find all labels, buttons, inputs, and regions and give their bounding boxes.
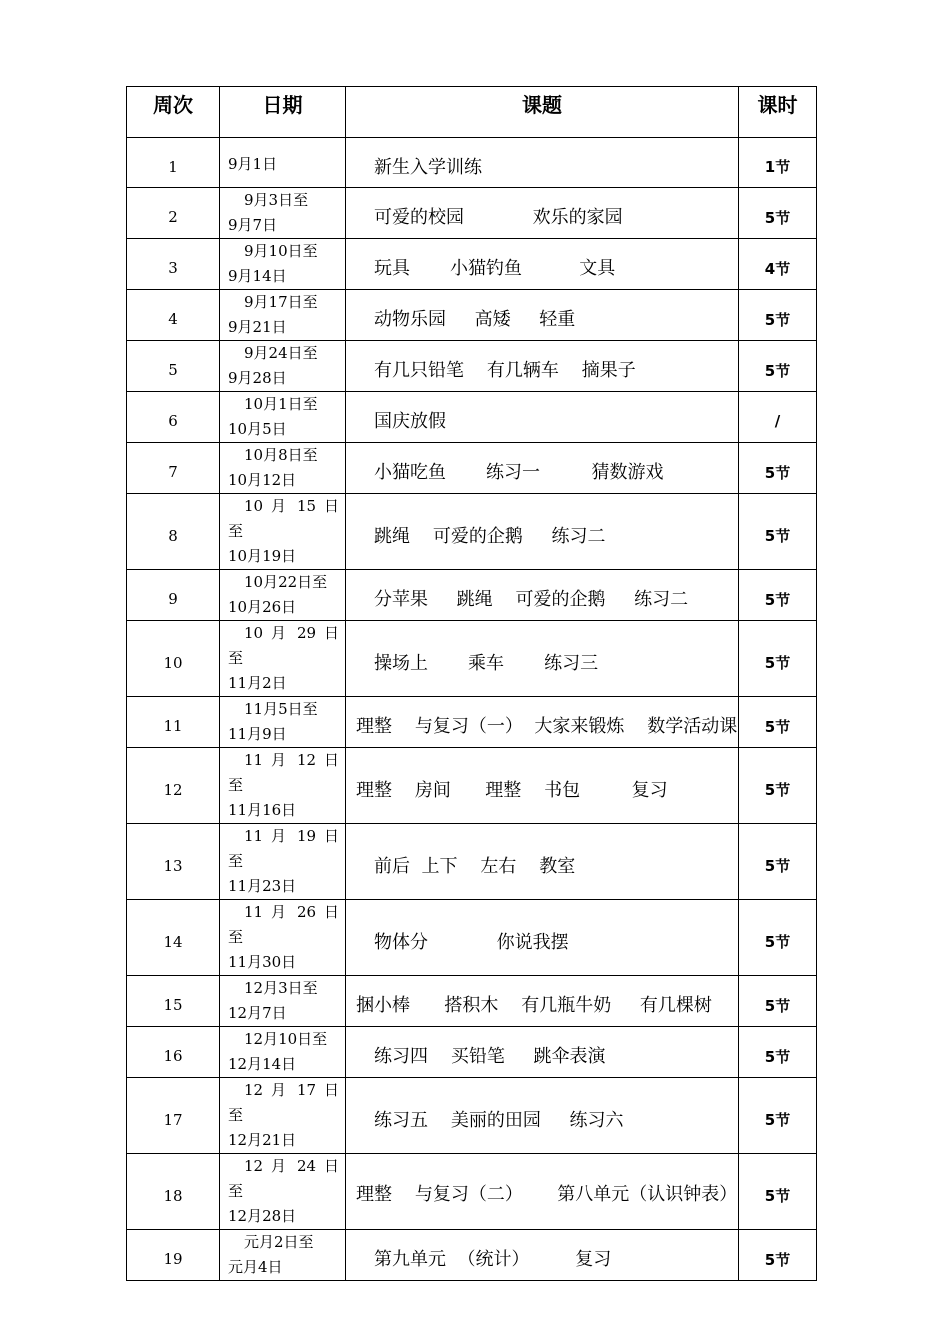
topic-cell: 小猫吃鱼 练习一 猜数游戏: [346, 443, 739, 494]
date-line: 10 月 15 日: [244, 497, 339, 515]
table-row: [127, 392, 817, 443]
date-line: 至: [228, 852, 244, 870]
date-line: 12 月 24 日: [244, 1157, 339, 1175]
hours-cell: 4节: [739, 239, 817, 290]
week-cell: 1: [127, 138, 220, 188]
date-line: 11 月 26 日: [244, 903, 339, 921]
topic-cell: 理整 房间 理整 书包 复习: [346, 748, 739, 824]
week-cell: 15: [127, 976, 220, 1027]
hours-cell: 5节: [739, 1027, 817, 1078]
table-row: [127, 824, 817, 900]
hours-cell: 5节: [739, 443, 817, 494]
table-row: [127, 748, 817, 824]
schedule-table: [126, 86, 817, 1281]
topic-cell: 前后 上下 左右 教室: [346, 824, 739, 900]
hours-cell: 5节: [739, 824, 817, 900]
date-cell: [220, 392, 346, 443]
week-cell: 6: [127, 392, 220, 443]
date-line: 元月4日: [228, 1258, 283, 1276]
table-row: [127, 1154, 817, 1230]
hours-cell: 5节: [739, 341, 817, 392]
topic-cell: 操场上 乘车 练习三: [346, 621, 739, 697]
table-row: [127, 290, 817, 341]
date-line: 9月14日: [228, 267, 287, 285]
date-line: 12月7日: [228, 1004, 287, 1022]
date-cell: [220, 900, 346, 976]
week-cell: 7: [127, 443, 220, 494]
date-line: 9月24日至: [244, 344, 318, 362]
week-cell: 5: [127, 341, 220, 392]
date-line: 10月26日: [228, 598, 297, 616]
date-cell: [220, 824, 346, 900]
hours-cell: 5节: [739, 900, 817, 976]
hours-cell: 5节: [739, 570, 817, 621]
topic-cell: 物体分 你说我摆: [346, 900, 739, 976]
header-week: 周次: [127, 87, 220, 138]
hours-cell: 5节: [739, 290, 817, 341]
date-cell: [220, 188, 346, 239]
topic-cell: 理整 与复习（一） 大家来锻炼 数学活动课: [346, 697, 739, 748]
table-row: [127, 1078, 817, 1154]
date-cell: [220, 341, 346, 392]
week-cell: 19: [127, 1230, 220, 1281]
date-line: 9月17日至: [244, 293, 318, 311]
date-line: 11 月 12 日: [244, 751, 339, 769]
week-cell: 2: [127, 188, 220, 239]
week-cell: 18: [127, 1154, 220, 1230]
hours-cell: 5节: [739, 748, 817, 824]
hours-cell: 5节: [739, 188, 817, 239]
topic-cell: 新生入学训练: [346, 138, 739, 188]
date-line: 元月2日至: [244, 1233, 314, 1251]
date-line: 11月2日: [228, 674, 287, 692]
hours-cell: /: [739, 392, 817, 443]
date-cell: [220, 1027, 346, 1078]
date-cell: [220, 443, 346, 494]
topic-cell: 分苹果 跳绳 可爱的企鹅 练习二: [346, 570, 739, 621]
week-cell: 11: [127, 697, 220, 748]
topic-cell: 动物乐园 高矮 轻重: [346, 290, 739, 341]
date-line: 12月3日至: [244, 979, 318, 997]
date-cell: [220, 1154, 346, 1230]
date-line: 10月5日: [228, 420, 287, 438]
header-hours: 课时: [739, 87, 817, 138]
date-line: 11月16日: [228, 801, 297, 819]
hours-cell: 5节: [739, 1230, 817, 1281]
header-date: 日期: [220, 87, 346, 138]
date-line: 10月19日: [228, 547, 297, 565]
topic-cell: 有几只铅笔 有几辆车 摘果子: [346, 341, 739, 392]
table-row: [127, 494, 817, 570]
date-line: 10月22日至: [244, 573, 328, 591]
header-topic: 课题: [346, 87, 739, 138]
table-row: [127, 570, 817, 621]
header-row: [127, 87, 817, 138]
table-row: [127, 138, 817, 188]
table-row: [127, 1230, 817, 1281]
date-cell: [220, 621, 346, 697]
topic-cell: 练习四 买铅笔 跳伞表演: [346, 1027, 739, 1078]
topic-cell: 捆小棒 搭积木 有几瓶牛奶 有几棵树: [346, 976, 739, 1027]
date-line: 至: [228, 649, 244, 667]
date-line: 至: [228, 928, 244, 946]
date-cell: [220, 1078, 346, 1154]
date-cell: [220, 748, 346, 824]
hours-cell: 5节: [739, 1154, 817, 1230]
hours-cell: 5节: [739, 1078, 817, 1154]
date-line: 11月23日: [228, 877, 297, 895]
table-row: [127, 341, 817, 392]
date-line: 10月1日至: [244, 395, 318, 413]
date-line: 10月12日: [228, 471, 297, 489]
week-cell: 10: [127, 621, 220, 697]
topic-cell: 玩具 小猫钓鱼 文具: [346, 239, 739, 290]
date-line: 12月28日: [228, 1207, 297, 1225]
week-cell: 3: [127, 239, 220, 290]
date-cell: [220, 494, 346, 570]
week-cell: 13: [127, 824, 220, 900]
week-cell: 4: [127, 290, 220, 341]
date-line: 10 月 29 日: [244, 624, 339, 642]
date-cell: [220, 697, 346, 748]
date-line: 至: [228, 522, 244, 540]
date-line: 12月21日: [228, 1131, 297, 1149]
topic-cell: 练习五 美丽的田园 练习六: [346, 1078, 739, 1154]
hours-cell: 5节: [739, 621, 817, 697]
date-cell: [220, 570, 346, 621]
week-cell: 17: [127, 1078, 220, 1154]
date-cell: [220, 138, 346, 188]
topic-cell: 理整 与复习（二） 第八单元（认识钟表）: [346, 1154, 739, 1230]
table-row: [127, 239, 817, 290]
date-line: 12 月 17 日: [244, 1081, 339, 1099]
date-line: 11 月 19 日: [244, 827, 339, 845]
date-line: 12月10日至: [244, 1030, 328, 1048]
hours-cell: 5节: [739, 976, 817, 1027]
date-line: 9月1日: [228, 155, 278, 173]
topic-cell: 跳绳 可爱的企鹅 练习二: [346, 494, 739, 570]
topic-cell: 第九单元 （统计） 复习: [346, 1230, 739, 1281]
date-line: 至: [228, 1182, 244, 1200]
date-line: 9月28日: [228, 369, 287, 387]
hours-cell: 5节: [739, 494, 817, 570]
week-cell: 9: [127, 570, 220, 621]
date-line: 9月7日: [228, 216, 278, 234]
date-line: 9月3日至: [244, 191, 309, 209]
date-line: 11月5日至: [244, 700, 318, 718]
table-row: [127, 443, 817, 494]
week-cell: 12: [127, 748, 220, 824]
date-line: 11月30日: [228, 953, 297, 971]
date-line: 9月21日: [228, 318, 287, 336]
hours-cell: 5节: [739, 697, 817, 748]
date-line: 10月8日至: [244, 446, 318, 464]
table-row: [127, 697, 817, 748]
table-row: [127, 621, 817, 697]
table-row: [127, 976, 817, 1027]
date-line: 9月10日至: [244, 242, 318, 260]
date-cell: [220, 1230, 346, 1281]
week-cell: 14: [127, 900, 220, 976]
table-row: [127, 900, 817, 976]
date-line: 至: [228, 776, 244, 794]
topic-cell: 国庆放假: [346, 392, 739, 443]
table-row: [127, 1027, 817, 1078]
topic-cell: 可爱的校园 欢乐的家园: [346, 188, 739, 239]
table-row: [127, 188, 817, 239]
date-cell: [220, 290, 346, 341]
week-cell: 8: [127, 494, 220, 570]
date-cell: [220, 239, 346, 290]
date-line: 至: [228, 1106, 244, 1124]
date-line: 12月14日: [228, 1055, 297, 1073]
hours-cell: 1节: [739, 138, 817, 188]
week-cell: 16: [127, 1027, 220, 1078]
date-cell: [220, 976, 346, 1027]
date-line: 11月9日: [228, 725, 287, 743]
